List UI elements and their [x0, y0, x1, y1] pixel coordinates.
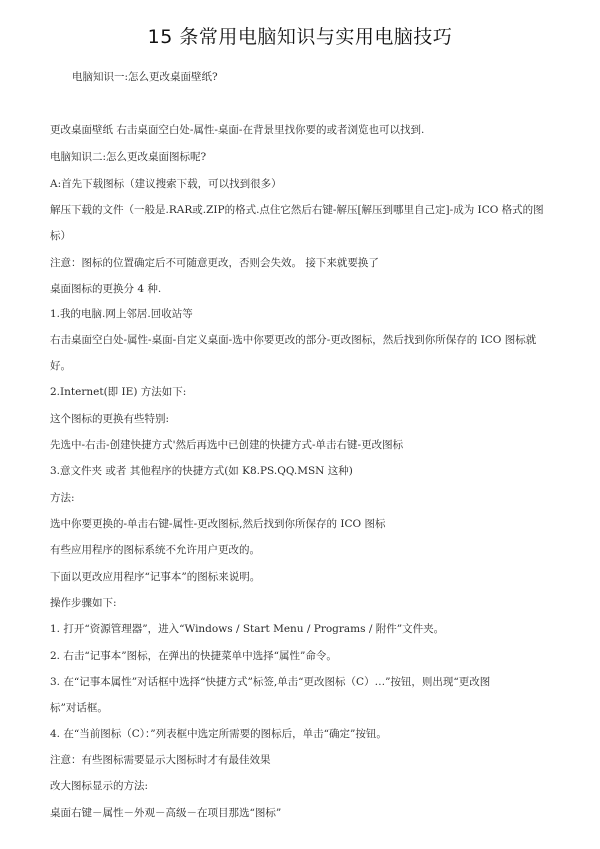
document-title: 15 条常用电脑知识与实用电脑技巧 — [147, 26, 453, 48]
step-item: 1. 打开“资源管理器”，进入“Windows / Start Menu / Programs / 附件”文件夹。 — [50, 623, 445, 635]
paragraph-line: 好。 — [50, 360, 71, 372]
paragraph-line: 下面以更改应用程序“记事本”的图标来说明。 — [50, 571, 261, 583]
list-item: 2.Internet(即 IE) 方法如下: — [50, 386, 187, 398]
list-item: 3.意文件夹 或者 其他程序的快捷方式(如 K8.PS.QQ.MSN 这种) — [50, 465, 353, 477]
paragraph-line: 解压下载的文件（一般是.RAR或.ZIP的格式.点住它然后右键-解压[解压到哪里自己定]-成为 ICO 格式的图 — [50, 204, 544, 216]
paragraph-line: 标”对话框。 — [50, 702, 108, 714]
paragraph-line: 更改桌面壁纸 右击桌面空白处-属性-桌面-在背景里找你要的或者浏览也可以找到. — [50, 124, 425, 136]
paragraph-line: 方法: — [50, 492, 75, 504]
paragraph-line: 先选中-右击-创建快捷方式'然后再选中已创建的快捷方式-单击右键-更改图标 — [50, 439, 404, 451]
paragraph-line: 标） — [50, 230, 71, 242]
step-item: 2. 右击“记事本”图标，在弹出的快捷菜单中选择“属性”命令。 — [50, 650, 337, 662]
paragraph-line: 桌面图标的更换分 4 种. — [50, 283, 162, 295]
section-heading: 电脑知识二:怎么更改桌面图标呢? — [50, 151, 207, 163]
note-line: 注意：有些图标需要显示大图标时才有最佳效果 — [50, 754, 271, 766]
paragraph-line: 操作步骤如下: — [50, 597, 117, 609]
paragraph-line: 有些应用程序的图标系统不允许用户更改的。 — [50, 544, 260, 556]
step-item: 4. 在“当前图标（C）：”列表框中选定所需要的图标后，单击“确定”按钮。 — [50, 728, 387, 740]
paragraph-line: 右击桌面空白处-属性-桌面-自定义桌面-选中你要更改的部分-更改图标，然后找到你所保存的 ICO 图标就 — [50, 334, 537, 346]
section-heading: 电脑知识一:怎么更改桌面壁纸? — [72, 71, 218, 83]
list-item: 1.我的电脑.网上邻居.回收站等 — [50, 308, 193, 320]
note-line: 注意：图标的位置确定后不可随意更改，否则会失效。 接下来就要换了 — [50, 257, 379, 269]
paragraph-line: 桌面右键－属性－外观－高级－在项目那选“图标” — [50, 807, 282, 819]
paragraph-line: 选中你要更换的-单击右键-属性-更改图标,然后找到你所保存的 ICO 图标 — [50, 518, 386, 530]
paragraph-line: A:首先下载图标（建议搜索下载，可以找到很多） — [50, 178, 282, 190]
paragraph-line: 这个图标的更换有些特别: — [50, 413, 170, 425]
paragraph-line: 改大图标显示的方法: — [50, 780, 149, 792]
step-item: 3. 在“记事本属性”对话框中选择“快捷方式”标签,单击“更改图标（C）…”按钮，则出现“更改图 — [50, 676, 491, 688]
